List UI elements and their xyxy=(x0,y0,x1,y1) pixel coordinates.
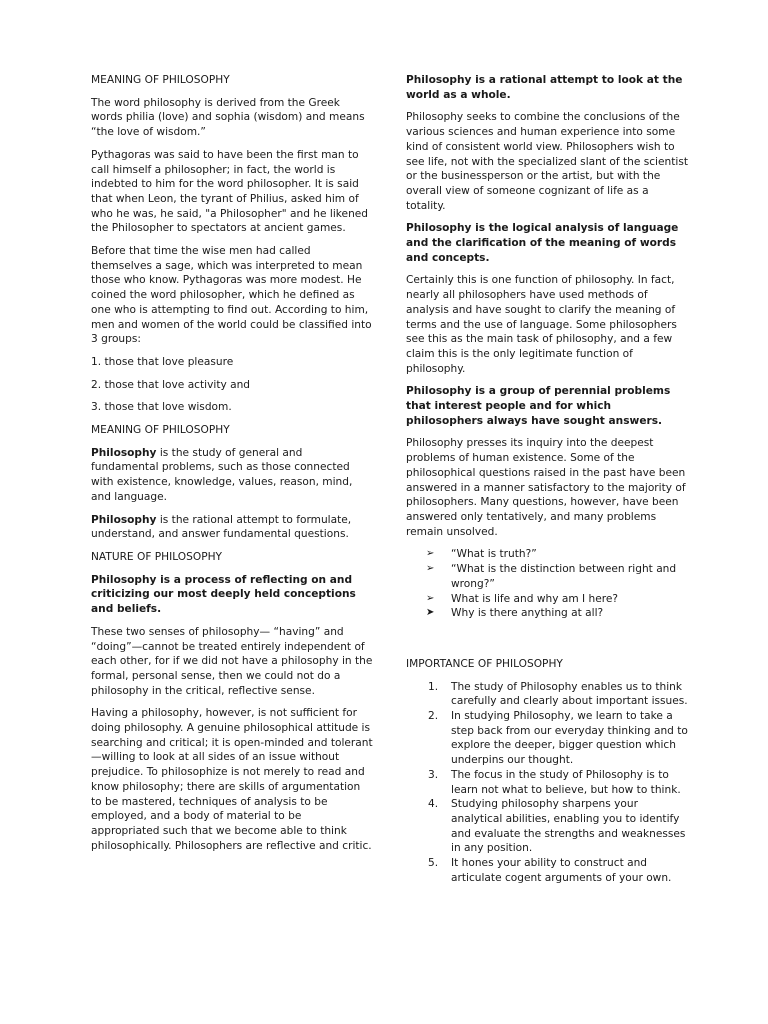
paragraph-world-view: Philosophy seeks to combine the conclusions of the various sciences and human experience into some kind of consistent world view. Philosophers wish to see life, not with the specialized slant of the scientist or the businessperson or the artist, but with the overall view of someone cognizant of life as a totality. xyxy=(406,111,688,212)
section-heading-meaning: MEANING OF PHILOSOPHY xyxy=(91,74,230,86)
left-column xyxy=(91,73,373,861)
spacer xyxy=(406,629,688,657)
question-text: “What is the distinction between right and wrong?” xyxy=(451,563,677,590)
list-item xyxy=(426,797,688,856)
question-text: “What is truth?” xyxy=(451,548,537,561)
definition-term: Philosophy xyxy=(91,513,157,526)
group-item-1: 1. those that love pleasure xyxy=(91,355,234,368)
section-heading-nature: NATURE OF PHILOSOPHY xyxy=(91,550,223,563)
group-item-3: 3. those that love wisdom. xyxy=(91,401,232,414)
paragraph-sages: Before that time the wise men had called themselves a sage, which was interpreted to mean those who know. Pythagoras was more modest. He coined the word philosopher, which he defined as one who is attempting to find out. According to him, men and women of the world could be classified into 3 groups: xyxy=(91,245,372,346)
definition-text: is the rational attempt to formulate, understand, and answer fundamental questions. xyxy=(91,513,352,541)
section-heading-meaning-2: MEANING OF PHILOSOPHY xyxy=(91,424,230,437)
list-number: 1. xyxy=(428,680,439,693)
question-text: Why is there anything at all? xyxy=(451,607,604,620)
importance-text: In studying Philosophy, we learn to take a step back from our everyday thinking and to explore the deeper, bigger question which underpins our thought. xyxy=(451,710,688,767)
arrow-bullet-icon: ➤ xyxy=(426,607,435,619)
importance-text: Studying philosophy sharpens your analytical abilities, enabling you to identify and evaluate the strengths and weaknesses in any position. xyxy=(451,798,686,855)
importance-list xyxy=(406,680,688,886)
paragraph-pythagoras: Pythagoras was said to have been the first man to call himself a philosopher; in fact, the world is indebted to him for the word philosopher. It is said that when Leon, the tyrant of Philius, asked him of who he was, he said, "a Philosopher" and he likened the Philosopher to spectators at ancient games. xyxy=(91,148,369,235)
list-item xyxy=(426,592,688,607)
definition-text: is the study of general and fundamental problems, such as those connected with existence, knowledge, values, reason, mind, and language. xyxy=(91,446,353,503)
group-item-2: 2. those that love activity and xyxy=(91,378,251,391)
arrow-bullet-icon: ➢ xyxy=(426,548,435,560)
paragraph-analysis: Certainly this is one function of philosophy. In fact, nearly all philosophers have used methods of analysis and have sought to clarify the meaning of terms and the use of language. Some philosophers see this as the main task of philosophy, and a few claim this is the only legitimate function of philosophy. xyxy=(406,274,677,375)
definition-2 xyxy=(91,513,373,542)
definition-1 xyxy=(91,446,373,505)
paragraph-inquiry: Philosophy presses its inquiry into the deepest problems of human existence. Some of the philosophical questions raised in the past have been answered in a manner satisfactory to the majority of philosophers. Many questions, however, have been answered only tentatively, and many problems remain unsolved. xyxy=(406,437,686,538)
statement-world-whole: Philosophy is a rational attempt to look at the world as a whole. xyxy=(406,74,683,101)
statement-logical-analysis: Philosophy is the logical analysis of language and the clarification of the meaning of words and concepts. xyxy=(406,222,679,264)
definition-term: Philosophy xyxy=(91,446,157,459)
list-number: 5. xyxy=(428,857,439,870)
importance-text: The focus in the study of Philosophy is to learn not what to believe, but how to think. xyxy=(451,768,681,796)
nature-statement: Philosophy is a process of reflecting on and criticizing our most deeply held conceptions and beliefs. xyxy=(91,573,356,616)
paragraph-etymology: The word philosophy is derived from the Greek words philia (love) and sophia (wisdom) and means “the love of wisdom.” xyxy=(91,96,365,139)
list-number: 3. xyxy=(428,768,439,781)
statement-perennial-problems: Philosophy is a group of perennial problems that interest people and for which philosophers always have sought answers. xyxy=(406,385,671,427)
right-column xyxy=(406,73,688,885)
question-text: What is life and why am I here? xyxy=(451,592,619,605)
list-item xyxy=(426,562,688,591)
importance-text: It hones your ability to construct and articulate cogent arguments of your own. xyxy=(451,857,672,884)
list-number: 2. xyxy=(428,710,439,723)
list-item xyxy=(426,606,688,621)
arrow-bullet-icon: ➢ xyxy=(426,592,435,604)
list-item xyxy=(426,768,688,797)
list-item xyxy=(426,856,688,885)
importance-text: The study of Philosophy enables us to think carefully and clearly about important issues. xyxy=(451,680,688,708)
arrow-bullet-icon: ➢ xyxy=(426,563,435,575)
questions-list xyxy=(406,547,688,621)
section-heading-importance: IMPORTANCE OF PHILOSOPHY xyxy=(406,657,563,670)
paragraph-philosophical-attitude: Having a philosophy, however, is not sufficient for doing philosophy. A genuine philosophical attitude is searching and critical; it is open-minded and tolerant—willing to look at all sides of an issue without prejudice. To philosophize is not merely to read and know philosophy; there are skills of argumentation to be mastered, techniques of analysis to be employed, and a body of material to be appropriated such that we become able to think philosophically. Philosophers are reflective and critic. xyxy=(91,707,373,852)
list-item xyxy=(426,547,688,562)
list-item xyxy=(426,709,688,768)
paragraph-having-doing: These two senses of philosophy— “having” and “doing”—cannot be treated entirely independent of each other, for if we did not have a philosophy in the formal, personal sense, then we could not do a philosophy in the critical, reflective sense. xyxy=(91,625,373,697)
list-number: 4. xyxy=(428,798,439,811)
list-item xyxy=(426,680,688,709)
